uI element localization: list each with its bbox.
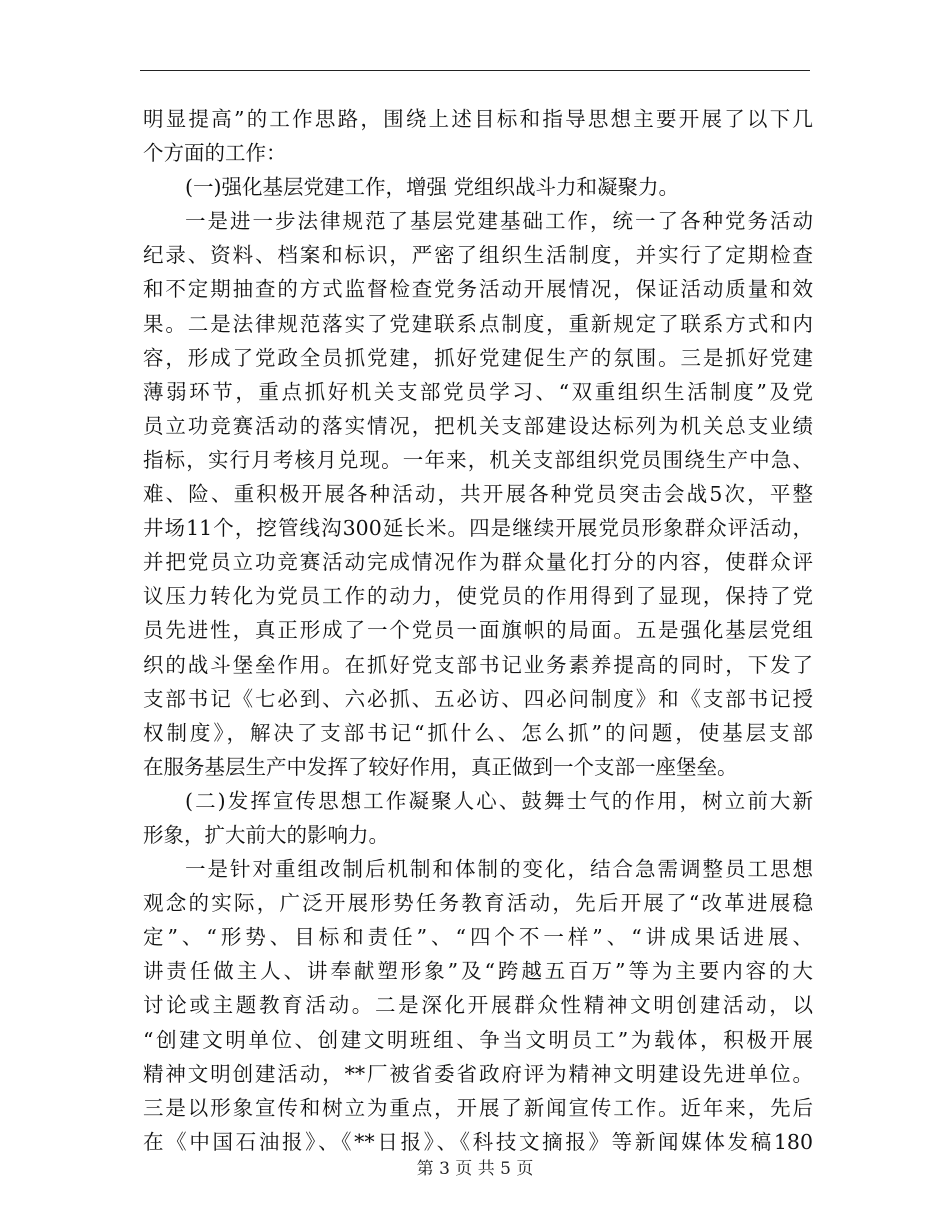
text-line: 指标，实行月考核月兑现。一年来，机关支部组织党员围绕生产中急、 <box>143 447 813 472</box>
text-line: 员先进性，真正形成了一个党员一面旗帜的局面。五是强化基层党组 <box>143 618 813 643</box>
text-line: 权制度》，解决了支部书记“抓什么、怎么抓”的问题，使基层支部 <box>143 720 813 745</box>
text-line: 个方面的工作： <box>143 141 287 166</box>
text-line: 形象，扩大前大的影响力。 <box>143 822 389 847</box>
text-line: 讲责任做主人、讲奉献塑形象”及“跨越五百万”等为主要内容的大 <box>143 959 813 984</box>
page-footer <box>0 1154 950 1179</box>
text-line: 议压力转化为党员工作的动力，使党员的作用得到了显现，保持了党 <box>143 584 813 609</box>
text-line: 员立功竞赛活动的落实情况，把机关支部建设达标列为机关总支业绩 <box>143 413 813 438</box>
text-line: 井场11个，挖管线沟300延长米。四是继续开展党员形象群众评活动， <box>143 516 813 541</box>
text-line: 一是针对重组改制后机制和体制的变化，结合急需调整员工思想 <box>185 857 813 882</box>
header-rule <box>140 70 810 71</box>
text-line: 容，形成了党政全员抓党建，抓好党建促生产的氛围。三是抓好党建 <box>143 345 813 370</box>
text-line: 在《中国石油报》、《**日报》、《科技文摘报》等新闻媒体发稿180 <box>143 1129 813 1154</box>
page-number-label: 第 3 页 共 5 页 <box>416 1159 534 1179</box>
body-text <box>143 102 813 1159</box>
text-line: 难、险、重积极开展各种活动，共开展各种党员突击会战5次，平整 <box>143 482 813 507</box>
text-line: 定”、“形势、目标和责任”、“四个不一样”、“讲成果话进展、 <box>143 925 813 950</box>
text-line: 并把党员立功竞赛活动完成情况作为群众量化打分的内容，使群众评 <box>143 550 813 575</box>
text-line: 和不定期抽查的方式监督检查党务活动开展情况，保证活动质量和效 <box>143 277 813 302</box>
text-line: 薄弱环节，重点抓好机关支部党员学习、“双重组织生活制度”及党 <box>143 379 813 404</box>
text-line: 观念的实际，广泛开展形势任务教育活动，先后开展了“改革进展稳 <box>143 891 813 916</box>
text-line: “创建文明单位、创建文明班组、争当文明员工”为载体，积极开展 <box>143 1027 813 1052</box>
text-line: 三是以形象宣传和树立为重点，开展了新闻宣传工作。近年来，先后 <box>143 1095 813 1120</box>
text-line: 织的战斗堡垒作用。在抓好党支部书记业务素养提高的同时，下发了 <box>143 652 813 677</box>
text-line: (二)发挥宣传思想工作凝聚人心、鼓舞士气的作用，树立前大新 <box>185 788 813 813</box>
text-line: 讨论或主题教育活动。二是深化开展群众性精神文明创建活动，以 <box>143 993 813 1018</box>
text-line: 精神文明创建活动，**厂被省委省政府评为精神文明建设先进单位。 <box>143 1061 813 1086</box>
text-line: 纪录、资料、档案和标识，严密了组织生活制度，并实行了定期检查 <box>143 243 813 268</box>
text-line: 支部书记《七必到、六必抓、五必访、四必问制度》和《支部书记授 <box>143 686 813 711</box>
text-line: 在服务基层生产中发挥了较好作用，真正做到一个支部一座堡垒。 <box>143 754 738 779</box>
text-line: (一)强化基层党建工作，增强 党组织战斗力和凝聚力。 <box>185 175 680 200</box>
text-line: 明显提高”的工作思路，围绕上述目标和指导思想主要开展了以下几 <box>143 107 813 131</box>
text-line: 果。二是法律规范落实了党建联系点制度，重新规定了联系方式和内 <box>143 311 813 336</box>
text-line: 一是进一步法律规范了基层党建基础工作，统一了各种党务活动 <box>185 209 813 234</box>
